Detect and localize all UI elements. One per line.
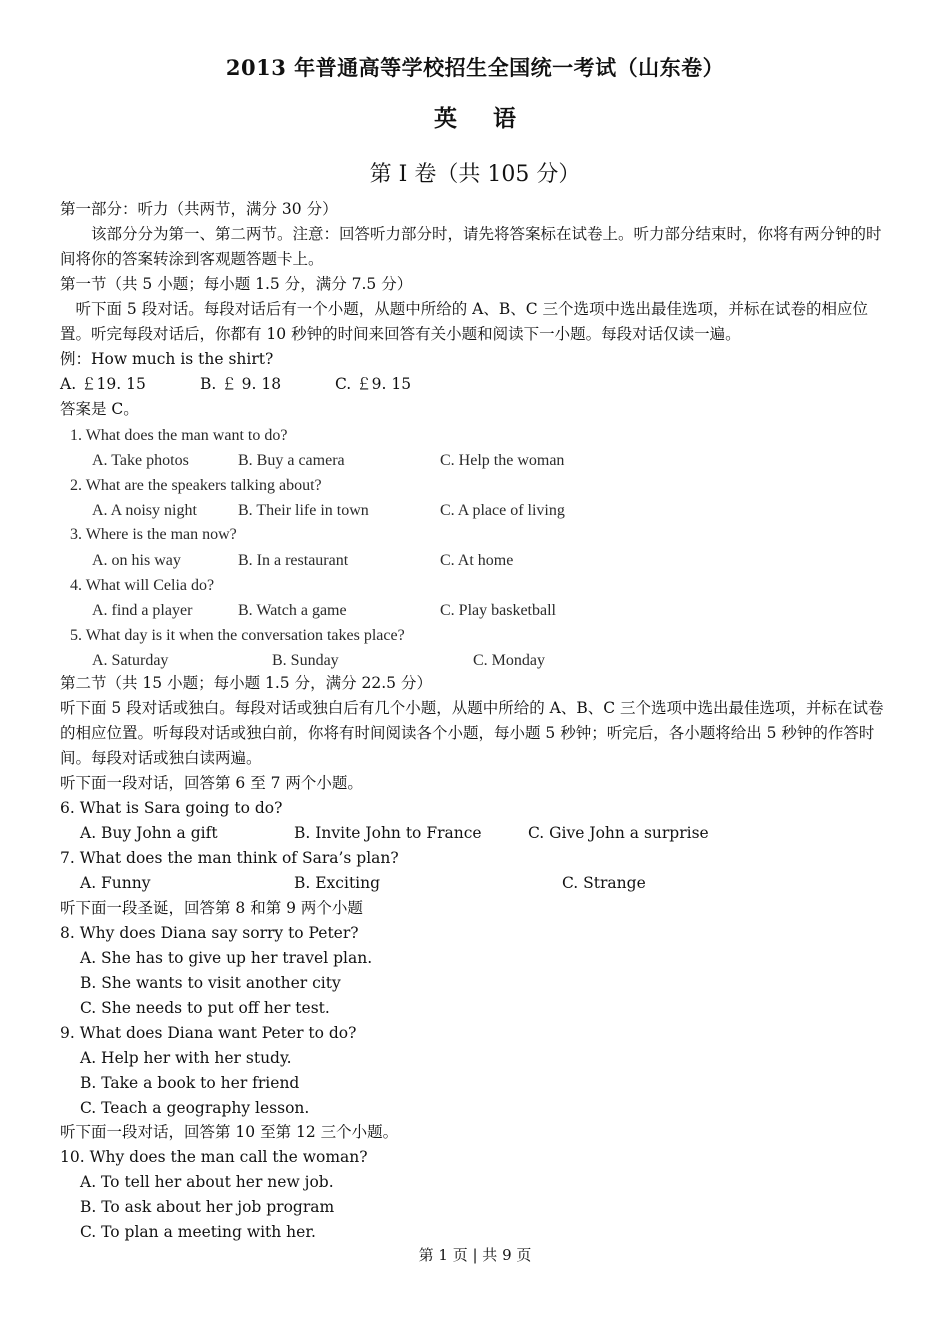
q9-option-b: B. Take a book to her friend: [80, 1074, 300, 1092]
q9-option-a: A. Help her with her study.: [80, 1049, 292, 1067]
question-2: 2. What are the speakers talking about?: [70, 477, 322, 494]
q7-option-c: C. Strange: [562, 874, 646, 892]
volume-title: 第 I 卷（共 105 分）: [369, 162, 581, 187]
question-3: 3. Where is the man now?: [70, 526, 237, 543]
example-options: [60, 372, 890, 397]
question-9: 9. What does Diana want Peter to do?: [60, 1024, 357, 1042]
example-answer: 答案是 C。: [60, 400, 139, 418]
part1-heading: 第一部分：听力（共两节，满分 30 分）: [60, 200, 338, 218]
q7-option-b: B. Exciting: [294, 874, 381, 892]
q10-option-a: A. To tell her about her new job.: [80, 1173, 334, 1191]
q3-option-b: B. In a restaurant: [238, 552, 349, 569]
q4-option-a: A. find a player: [92, 602, 193, 619]
example-option-b: B. ￡ 9. 18: [200, 375, 282, 393]
q8-option-b: B. She wants to visit another city: [80, 974, 341, 992]
question-7: 7. What does the man think of Sara’s plan?: [60, 849, 399, 867]
question-10: 10. Why does the man call the woman?: [60, 1148, 368, 1166]
section2-intro: 听下面 5 段对话或独白。每段对话或独白后有几个小题，从题中所给的 A、B、C 三个选项中选出最佳选项，并标在试卷的相应位置。听每段对话或独白前，你将有时间阅读各个小题，每小题 5 秒钟；听完后，各小题将给出 5 秒钟的作答时间。每段对话或独白读两遍。: [60, 699, 884, 767]
q4-option-c: C. Play basketball: [440, 602, 556, 619]
page-footer: 第 1 页 | 共 9 页: [418, 1246, 532, 1264]
q1-option-b: B. Buy a camera: [238, 452, 345, 469]
question-6: 6. What is Sara going to do?: [60, 799, 283, 817]
question-4: 4. What will Celia do?: [70, 577, 215, 594]
q3-option-c: C. At home: [440, 552, 514, 569]
q8-option-a: A. She has to give up her travel plan.: [80, 949, 373, 967]
question-4-options: [60, 598, 890, 623]
q9-option-c: C. Teach a geography lesson.: [80, 1099, 310, 1117]
q3-option-a: A. on his way: [92, 552, 181, 569]
q7-option-a: A. Funny: [80, 874, 151, 892]
question-5: 5. What day is it when the conversation takes place?: [70, 627, 405, 644]
q5-option-c: C. Monday: [473, 652, 545, 669]
example-question: 例：How much is the shirt?: [60, 350, 274, 368]
q1-option-a: A. Take photos: [92, 452, 189, 469]
question-1-options: [60, 448, 890, 473]
q4-option-b: B. Watch a game: [238, 602, 347, 619]
q10-option-c: C. To plan a meeting with her.: [80, 1223, 316, 1241]
q6-option-c: C. Give John a surprise: [528, 824, 709, 842]
group-instruction-10-12: 听下面一段对话，回答第 10 至第 12 三个小题。: [60, 1123, 399, 1141]
question-1: 1. What does the man want to do?: [70, 427, 288, 444]
question-5-options: [60, 648, 890, 673]
group-instruction-6-7: 听下面一段对话，回答第 6 至 7 两个小题。: [60, 774, 363, 792]
example-option-a: A. ￡19. 15: [60, 375, 146, 393]
section1-intro: 听下面 5 段对话。每段对话后有一个小题，从题中所给的 A、B、C 三个选项中选出最佳选项，并标在试卷的相应位置。听完每段对话后，你都有 10 秒钟的时间来回答有关小题和阅读下一小题。每段对话仅读一遍。: [60, 300, 869, 343]
exam-title: 2013 年普通高等学校招生全国统一考试（山东卷）: [225, 55, 725, 80]
example-option-c: C. ￡9. 15: [335, 375, 412, 393]
section2-heading: 第二节（共 15 小题；每小题 1.5 分，满分 22.5 分）: [60, 674, 432, 692]
part1-intro: 该部分分为第一、第二两节。注意：回答听力部分时，请先将答案标在试卷上。听力部分结束时，你将有两分钟的时间将你的答案转涂到客观题答题卡上。: [60, 225, 882, 268]
q2-option-b: B. Their life in town: [238, 502, 369, 519]
question-2-options: [60, 498, 890, 523]
q1-option-c: C. Help the woman: [440, 452, 565, 469]
question-3-options: [60, 548, 890, 573]
question-7-options: [60, 871, 890, 896]
q5-option-a: A. Saturday: [92, 652, 169, 669]
q6-option-b: B. Invite John to France: [294, 824, 482, 842]
q6-option-a: A. Buy John a gift: [80, 824, 218, 842]
q2-option-c: C. A place of living: [440, 502, 565, 519]
question-8: 8. Why does Diana say sorry to Peter?: [60, 924, 359, 942]
subject-title: 英 语: [433, 105, 530, 132]
q5-option-b: B. Sunday: [272, 652, 339, 669]
q2-option-a: A. A noisy night: [92, 502, 197, 519]
section1-heading: 第一节（共 5 小题；每小题 1.5 分，满分 7.5 分）: [60, 275, 413, 293]
q10-option-b: B. To ask about her job program: [80, 1198, 335, 1216]
group-instruction-8-9: 听下面一段圣诞，回答第 8 和第 9 两个小题: [60, 899, 363, 917]
q8-option-c: C. She needs to put off her test.: [80, 999, 330, 1017]
question-6-options: [60, 821, 890, 846]
